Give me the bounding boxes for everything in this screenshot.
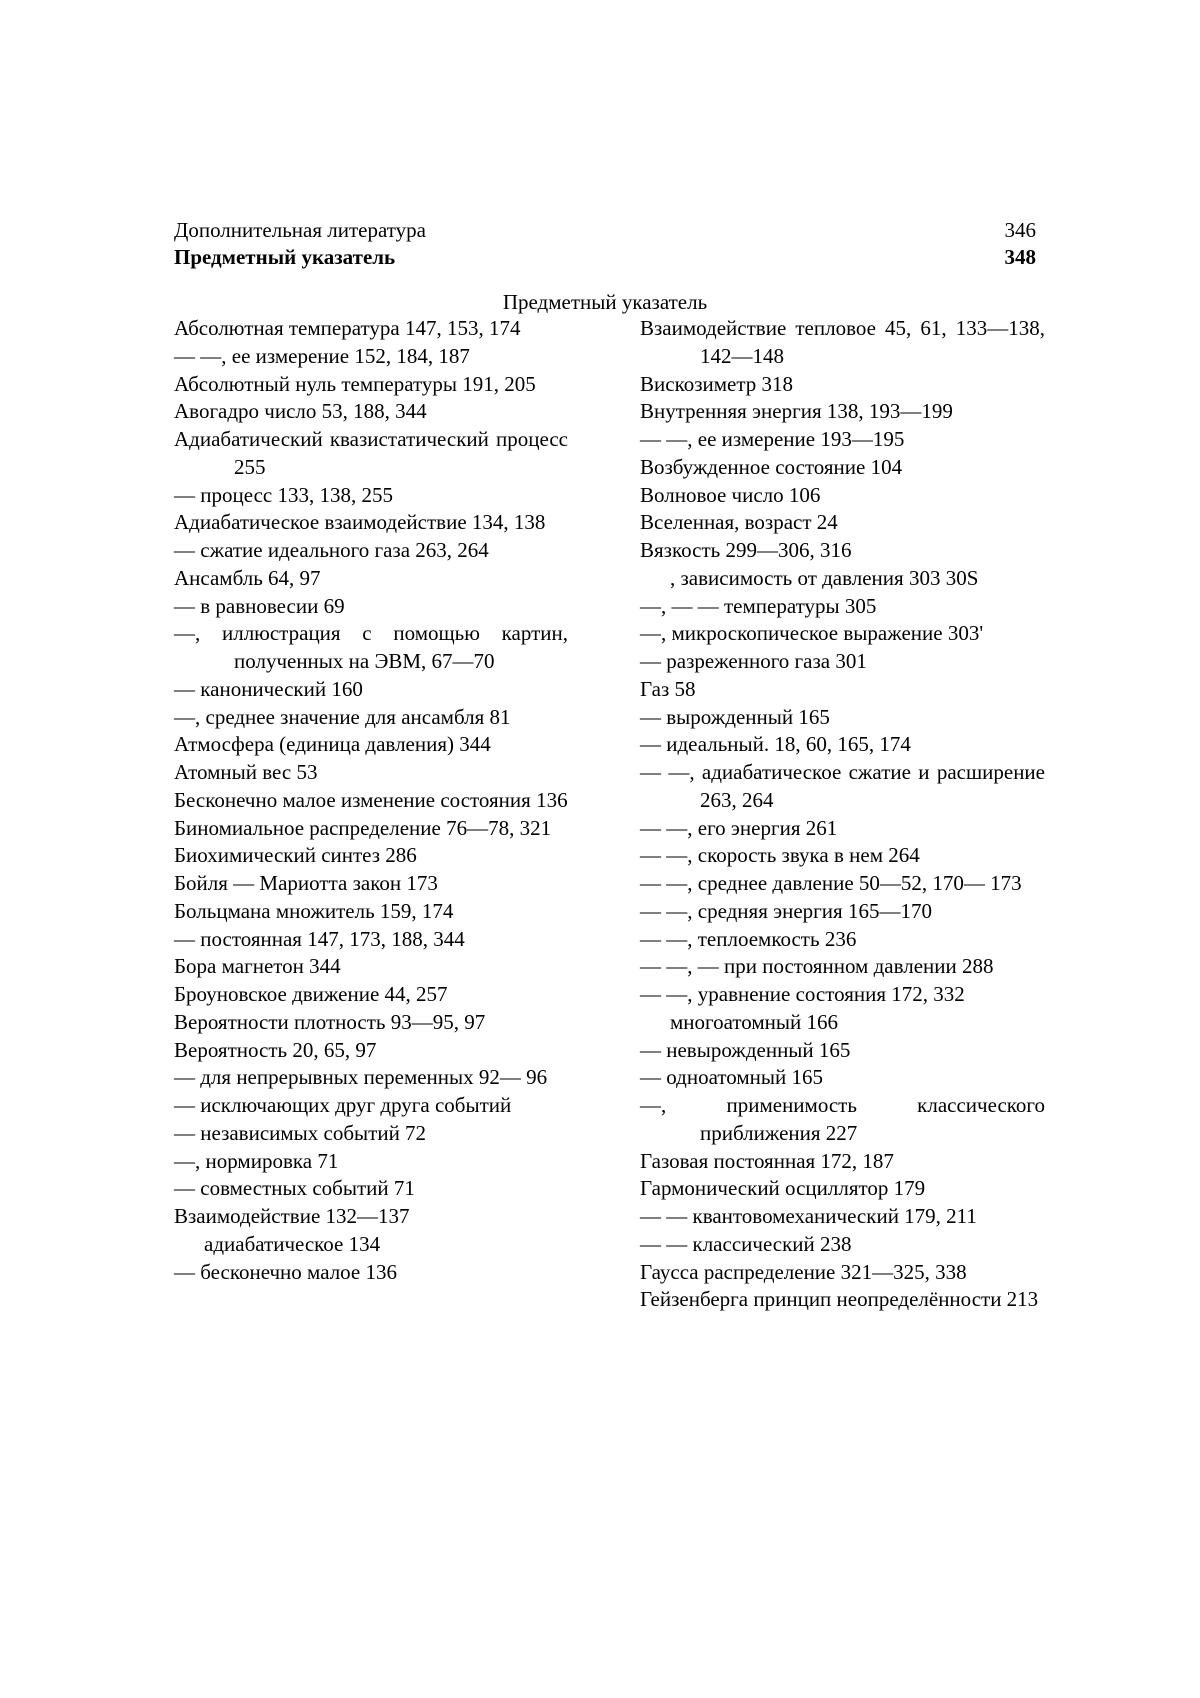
index-entry: — одноатомный 165	[640, 1065, 823, 1090]
toc-title: Предметный указатель	[174, 245, 396, 269]
index-entry: Взаимодействие 132—137	[174, 1204, 410, 1228]
index-entry: — независимых событий 72	[174, 1120, 427, 1145]
index-entry: Бойля — Мариотта закон 173	[174, 871, 438, 895]
index-entry: — вырожденный 165	[640, 704, 830, 729]
index-entry: — исключающих друг друга событий	[174, 1093, 512, 1117]
index-entry: Вероятности плотность 93—95, 97	[174, 1009, 486, 1034]
index-entry: — —, скорость звука в нем 264	[640, 843, 920, 868]
index-entry: — сжатие идеального газа 263, 264	[174, 538, 489, 562]
index-entry: Газовая постоянная 172, 187	[640, 1148, 894, 1173]
index-entry: — канонический 160	[174, 676, 363, 701]
index-entry: —, иллюстрация с помощью картин, полученных на ЭВМ, 67—70	[174, 621, 568, 673]
toc-page: 348	[1004, 245, 1036, 269]
index-entry: — —, среднее давление 50—52, 170— 173	[640, 871, 1022, 895]
index-entry: — —, теплоемкость 236	[640, 926, 857, 951]
index-entry: — разреженного газа 301	[640, 649, 867, 673]
index-entry: Абсолютная температура 147, 153, 174	[174, 316, 521, 340]
index-entry: — постоянная 147, 173, 188, 344	[174, 926, 465, 951]
index-entry: Адиабатический квазистатический процесс 255	[174, 427, 568, 479]
index-entry: —, применимость классического приближения 227	[640, 1093, 1045, 1145]
index-entry: Гаусса распределение 321—325, 338	[640, 1259, 967, 1284]
index-entry: Адиабатическое взаимодействие 134, 138	[174, 510, 546, 535]
index-entry: — бесконечно малое 136	[174, 1259, 398, 1284]
index-entry: Ансамбль 64, 97	[174, 565, 321, 590]
index-entry: Вероятность 20, 65, 97	[174, 1037, 377, 1062]
index-entry: Гейзенберга принцип неопределённости 213	[640, 1287, 1039, 1312]
index-entry: — —, средняя энергия 165—170	[640, 898, 932, 923]
index-entry: Газ 58	[640, 676, 696, 701]
index-entry: Вселенная, возраст 24	[640, 510, 838, 535]
index-entry: Бора магнетон 344	[174, 954, 341, 979]
index-entry: Атмосфера (единица давления) 344	[174, 732, 491, 757]
toc-row-index	[174, 244, 1036, 271]
index-entry: Атомный вес 53	[174, 760, 318, 784]
index-entry: — идеальный. 18, 60, 165, 174	[640, 732, 911, 757]
index-entry: —, — — температуры 305	[640, 593, 877, 618]
index-entry: Волновое число 106	[640, 482, 821, 507]
toc-page: 346	[1004, 218, 1036, 242]
index-entry: — совместных событий 71	[174, 1176, 415, 1201]
index-column-left	[174, 315, 568, 1286]
index-entry: —, среднее значение для ансамбля 81	[174, 704, 511, 729]
index-entry: Бесконечно малое изменение состояния 136	[174, 787, 568, 812]
index-entry: Взаимодействие тепловое 45, 61, 133—138, 142—148	[640, 316, 1045, 368]
index-entry: адиабатическое 134	[204, 1231, 381, 1256]
index-entry: — — квантовомеханический 179, 211	[640, 1204, 977, 1228]
index-column-right	[640, 315, 1045, 1314]
index-entry: Броуновское движение 44, 257	[174, 982, 448, 1006]
index-entry: — —, адиабатическое сжатие и расширение 263, 264	[640, 760, 1045, 812]
toc-title: Дополнительная литература	[174, 218, 426, 242]
index-entry: — —, его энергия 261	[640, 815, 838, 840]
index-entry: —, микроскопическое выражение 303'	[640, 621, 984, 646]
index-entry: Вязкость 299—306, 316	[640, 538, 852, 562]
index-entry: — в равновесии 69	[174, 593, 345, 618]
index-entry: Биномиальное распределение 76—78, 321	[174, 815, 552, 840]
index-entry: Вискозиметр 318	[640, 371, 794, 396]
toc-row-literature	[174, 217, 1036, 244]
index-entry: — процесс 133, 138, 255	[174, 482, 393, 507]
index-entry: — —, ее измерение 152, 184, 187	[174, 343, 470, 368]
index-entry: — —, — при постоянном давлении 288	[640, 954, 994, 979]
index-entry: Абсолютный нуль температуры 191, 205	[174, 371, 536, 396]
table-of-contents	[174, 217, 1036, 271]
index-entry: Гармонический осциллятор 179	[640, 1176, 926, 1201]
index-entry: — невырожденный 165	[640, 1037, 851, 1062]
index-heading: Предметный указатель	[502, 290, 708, 314]
index-entry: Внутренняя энергия 138, 193—199	[640, 399, 953, 424]
index-entry: Больцмана множитель 159, 174	[174, 898, 454, 923]
index-entry: —, нормировка 71	[174, 1148, 339, 1173]
index-entry: Биохимический синтез 286	[174, 843, 417, 868]
index-entry: — —, уравнение состояния 172, 332	[640, 982, 965, 1006]
index-entry: — —, ее измерение 193—195	[640, 427, 905, 451]
index-entry: — для непрерывных переменных 92— 96	[174, 1065, 548, 1090]
index-entry: многоатомный 166	[670, 1009, 839, 1034]
index-entry: — — классический 238	[640, 1231, 852, 1256]
index-entry: Возбужденное состояние 104	[640, 454, 903, 479]
index-entry: , зависимость от давления 303 30S	[670, 565, 979, 590]
index-entry: Авогадро число 53, 188, 344	[174, 399, 427, 424]
